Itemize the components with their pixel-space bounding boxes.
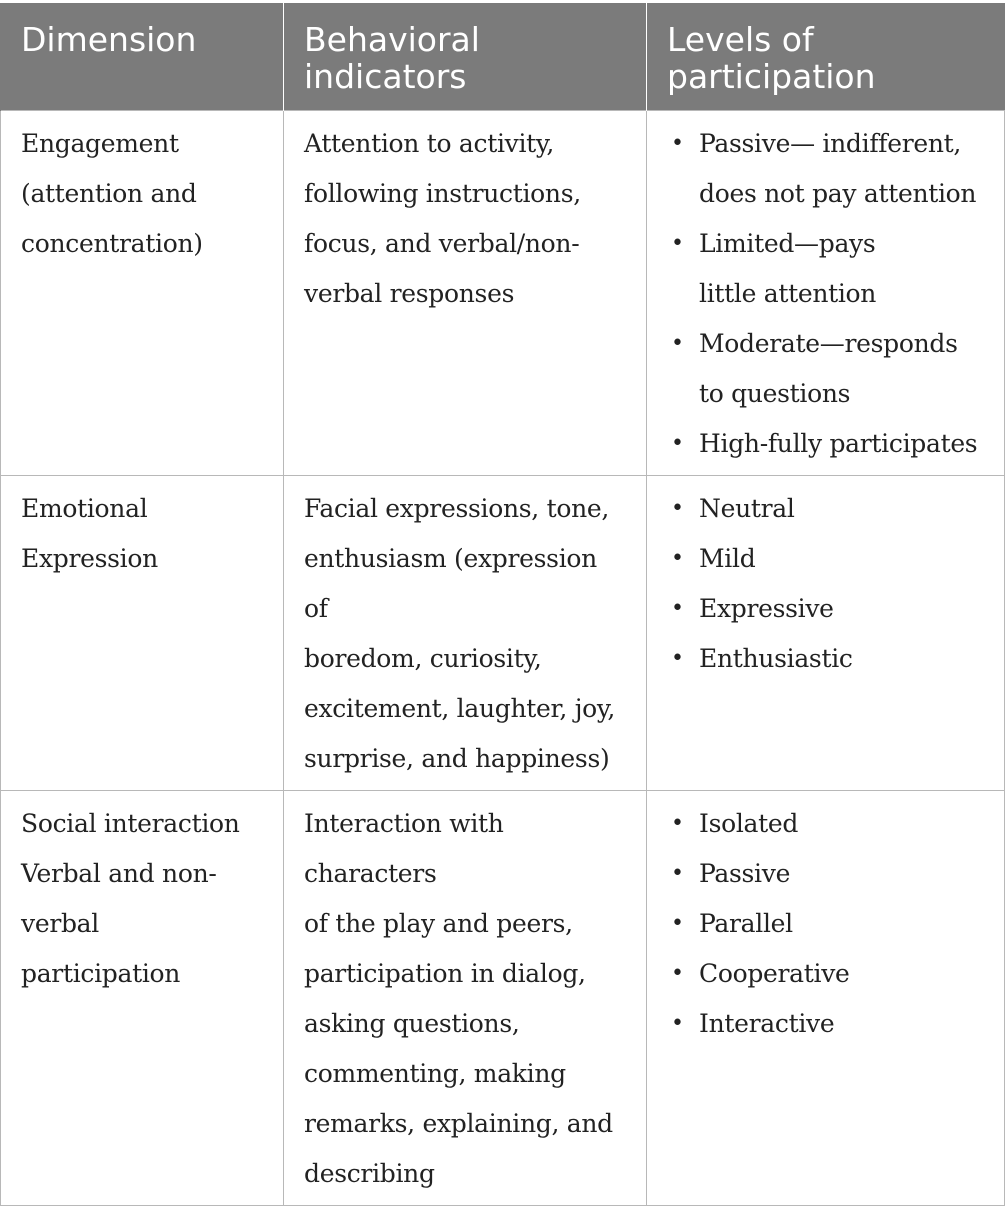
list-item bbox=[667, 319, 984, 419]
dimension-text: verbal participation bbox=[21, 909, 181, 988]
indicators-cell bbox=[284, 791, 647, 1206]
list-item bbox=[667, 534, 984, 584]
participation-table bbox=[0, 3, 1005, 1206]
levels-cell bbox=[647, 111, 1005, 476]
indicators-text: asking questions, bbox=[304, 1009, 520, 1038]
indicators-text: following instructions, bbox=[304, 179, 581, 208]
list-item bbox=[667, 949, 984, 999]
list-item bbox=[667, 799, 984, 849]
indicators-text: Attention to activity, bbox=[304, 129, 555, 158]
dimension-text: Expression bbox=[21, 544, 158, 573]
bullet-icon: • bbox=[671, 1011, 684, 1036]
header-levels-of-participation bbox=[647, 3, 1005, 111]
indicators-cell bbox=[284, 476, 647, 791]
bullet-icon: • bbox=[671, 546, 684, 571]
level-text: does not pay attention bbox=[699, 179, 977, 208]
dimension-text: concentration) bbox=[21, 229, 203, 258]
levels-list bbox=[667, 484, 984, 684]
list-item bbox=[667, 419, 984, 469]
indicators-text: enthusiasm (expression of bbox=[304, 544, 597, 623]
bullet-icon: • bbox=[671, 646, 684, 671]
indicators-text: surprise, and happiness) bbox=[304, 744, 610, 773]
bullet-icon: • bbox=[671, 331, 684, 356]
indicators-text: boredom, curiosity, bbox=[304, 644, 542, 673]
bullet-icon: • bbox=[671, 496, 684, 521]
level-text: to questions bbox=[699, 379, 851, 408]
level-text: Neutral bbox=[699, 494, 795, 523]
levels-cell bbox=[647, 791, 1005, 1206]
indicators-text: remarks, explaining, and bbox=[304, 1109, 613, 1138]
level-text: Parallel bbox=[699, 909, 793, 938]
indicators-text: commenting, making bbox=[304, 1059, 566, 1088]
level-text: little attention bbox=[699, 279, 877, 308]
header-indicators-label: Behavioral indicators bbox=[304, 20, 480, 96]
list-item bbox=[667, 899, 984, 949]
bullet-icon: • bbox=[671, 961, 684, 986]
bullet-icon: • bbox=[671, 596, 684, 621]
indicators-text: of the play and peers, bbox=[304, 909, 573, 938]
list-item bbox=[667, 484, 984, 534]
bullet-icon: • bbox=[671, 911, 684, 936]
indicators-text: participation in dialog, bbox=[304, 959, 586, 988]
level-text: Isolated bbox=[699, 809, 799, 838]
level-text: Expressive bbox=[699, 594, 834, 623]
header-dimension bbox=[1, 3, 284, 111]
indicators-text: Facial expressions, tone, bbox=[304, 494, 610, 523]
list-item bbox=[667, 849, 984, 899]
header-dimension-label: Dimension bbox=[21, 20, 197, 59]
dimension-cell bbox=[1, 791, 284, 1206]
level-text: High-fully participates bbox=[699, 429, 978, 458]
indicators-text: focus, and verbal/non- bbox=[304, 229, 580, 258]
bullet-icon: • bbox=[671, 811, 684, 836]
level-text: Passive bbox=[699, 859, 791, 888]
indicators-cell bbox=[284, 111, 647, 476]
dimension-cell bbox=[1, 476, 284, 791]
levels-list bbox=[667, 119, 984, 469]
dimension-cell bbox=[1, 111, 284, 476]
header-levels-label: Levels of participation bbox=[667, 20, 876, 96]
bullet-icon: • bbox=[671, 431, 684, 456]
level-text: Interactive bbox=[699, 1009, 835, 1038]
indicators-text: verbal responses bbox=[304, 279, 515, 308]
level-text: Passive— indifferent, bbox=[699, 129, 962, 158]
levels-cell bbox=[647, 476, 1005, 791]
list-item bbox=[667, 634, 984, 684]
bullet-icon: • bbox=[671, 861, 684, 886]
list-item bbox=[667, 219, 984, 319]
header-row bbox=[1, 3, 1005, 111]
levels-list bbox=[667, 799, 984, 1049]
level-text: Mild bbox=[699, 544, 756, 573]
bullet-icon: • bbox=[671, 231, 684, 256]
level-text: Cooperative bbox=[699, 959, 850, 988]
dimension-text: Emotional bbox=[21, 494, 148, 523]
level-text: Moderate—responds bbox=[699, 329, 958, 358]
dimension-text: Engagement bbox=[21, 129, 179, 158]
dimension-text: Verbal and non- bbox=[21, 859, 217, 888]
bullet-icon: • bbox=[671, 131, 684, 156]
indicators-text: excitement, laughter, joy, bbox=[304, 694, 616, 723]
dimension-text: (attention and bbox=[21, 179, 197, 208]
list-item bbox=[667, 584, 984, 634]
dimension-text: Social interaction bbox=[21, 809, 240, 838]
indicators-text: Interaction with characters bbox=[304, 809, 504, 888]
list-item bbox=[667, 999, 984, 1049]
table-row bbox=[1, 476, 1005, 791]
level-text: Enthusiastic bbox=[699, 644, 853, 673]
level-text: Limited—pays bbox=[699, 229, 876, 258]
table-row bbox=[1, 111, 1005, 476]
list-item bbox=[667, 119, 984, 219]
indicators-text: describing bbox=[304, 1159, 435, 1188]
header-behavioral-indicators bbox=[284, 3, 647, 111]
table-row bbox=[1, 791, 1005, 1206]
